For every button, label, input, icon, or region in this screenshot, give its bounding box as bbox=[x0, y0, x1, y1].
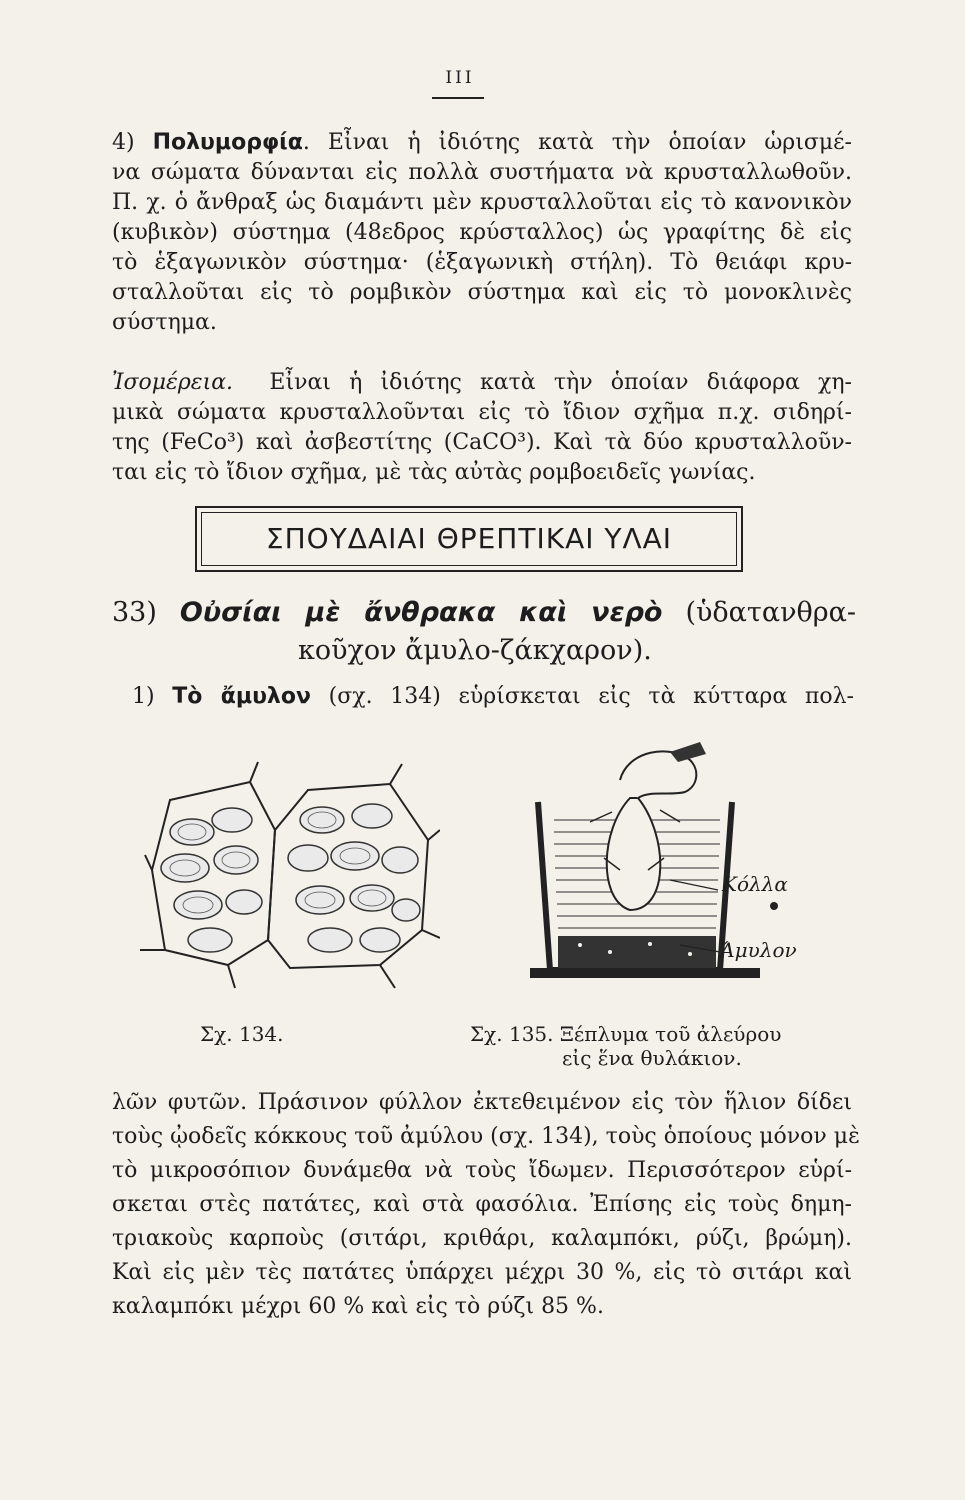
text-line: τὸ μικροσόπιον δυνάμεθα νὰ τοὺς ἴδωμεν. Περισσότερον εὑρί- bbox=[112, 1158, 852, 1183]
figure-134-caption: Σχ. 134. bbox=[200, 1022, 284, 1046]
section-heading-box bbox=[195, 506, 743, 572]
figure-135-caption: Σχ. 135. Ξέπλυμα τοῦ ἀλεύρου εἰς ἕνα θυλάκιον. bbox=[470, 1022, 782, 1070]
section-33-title bbox=[112, 594, 856, 670]
text-line: κοῦχον ἄμυλο-ζάκχαρον). bbox=[298, 635, 652, 666]
text-line: τοὺς ᾠοδεῖς κόκκους τοῦ ἀμύλου (σχ. 134), τοὺς ὁποίους μόνον μὲ bbox=[112, 1124, 860, 1149]
term-polymorphism: Πολυμορφία bbox=[152, 130, 303, 155]
text-line: μικὰ σώματα κρυσταλλοῦνται εἰς τὸ ἴδιον σχῆμα π.χ. σιδηρί- bbox=[112, 400, 852, 425]
text-line: Π. χ. ὁ ἄνθραξ ὡς διαμάντι μὲν κρυσταλλοῦται εἰς τὸ κανονικὸν bbox=[112, 190, 852, 215]
text-line: 4) Πολυμορφία. Εἶναι ἡ ἰδιότης κατὰ τὴν ὁποίαν ὡρισμέ- bbox=[112, 130, 852, 155]
label-kolla: Κόλλα bbox=[722, 872, 788, 896]
term-starch: Τὸ ἄμυλον bbox=[172, 684, 311, 709]
text-line: Καὶ εἰς μὲν τὲς πατάτες ὑπάρχει μέχρι 30 %, εἰς τὸ σιτάρι καὶ bbox=[112, 1260, 852, 1285]
text-line: σύστημα. bbox=[112, 310, 217, 335]
text-line: 33) Οὐσίαι μὲ ἄνθρακα καὶ νερὸ (ὑδατανθρα- bbox=[112, 597, 856, 628]
section-33-bold-title: Οὐσίαι μὲ ἄνθρακα καὶ νερὸ bbox=[179, 597, 663, 628]
item-starch bbox=[132, 682, 854, 712]
paragraph-starch-sources bbox=[112, 1086, 860, 1324]
text-line: σκεται στὲς πατάτες, καὶ στὰ φασόλια. Ἐπίσης εἰς τοὺς δημη- bbox=[112, 1192, 852, 1217]
text-line: 1) Τὸ ἄμυλον (σχ. 134) εὑρίσκεται εἰς τὰ κύτταρα πολ- bbox=[132, 684, 854, 709]
text-line: λῶν φυτῶν. Πράσινον φύλλον ἐκτεθειμένον εἰς τὸν ἥλιον δίδει bbox=[112, 1090, 852, 1115]
page-number-rule bbox=[432, 97, 484, 99]
label-amylon: Ἄμυλον bbox=[720, 938, 797, 962]
figure-134-starch-cells bbox=[140, 760, 440, 990]
text-line: της (FeCo³) καὶ ἀσβεστίτης (CaCO³). Καὶ τὰ δύο κρυσταλλοῦν- bbox=[112, 430, 852, 455]
page-number: III bbox=[445, 68, 475, 88]
text-line: ται εἰς τὸ ἴδιον σχῆμα, μὲ τὰς αὐτὰς ρομβοειδεῖς γωνίας. bbox=[112, 460, 756, 485]
text-line: Ἰσομέρεια. Εἶναι ἡ ἰδιότης κατὰ τὴν ὁποίαν διάφορα χη- bbox=[112, 370, 852, 395]
text-line: να σώματα δύνανται εἰς πολλὰ συστήματα νὰ κρυσταλλωθοῦν. bbox=[112, 160, 852, 185]
text-line: καλαμπόκι μέχρι 60 % καὶ εἰς τὸ ρύζι 85 %. bbox=[112, 1294, 604, 1319]
section-heading: ΣΠΟΥΔΑΙΑΙ ΘΡΕΠΤΙΚΑΙ ΥΛΑΙ bbox=[265, 522, 673, 555]
text-line: τὸ ἑξαγωνικὸν σύστημα· (ἑξαγωνικὴ στήλη). Τὸ θειάφι κρυ- bbox=[112, 250, 852, 275]
text-line: τριακοὺς καρποὺς (σιτάρι, κριθάρι, καλαμπόκι, ρύζι, βρώμη). bbox=[112, 1226, 852, 1251]
text-line: (κυβικὸν) σύστημα (48εδρος κρύσταλλος) ὡς γραφίτης δὲ εἰς bbox=[112, 220, 852, 245]
paragraph-polymorphism bbox=[112, 128, 852, 338]
term-isomerism: Ἰσομέρεια. bbox=[112, 370, 234, 395]
paragraph-isomerism bbox=[112, 368, 852, 488]
text-line: σταλλοῦται εἰς τὸ ρομβικὸν σύστημα καὶ εἰς τὸ μονοκλινὲς bbox=[112, 280, 852, 305]
